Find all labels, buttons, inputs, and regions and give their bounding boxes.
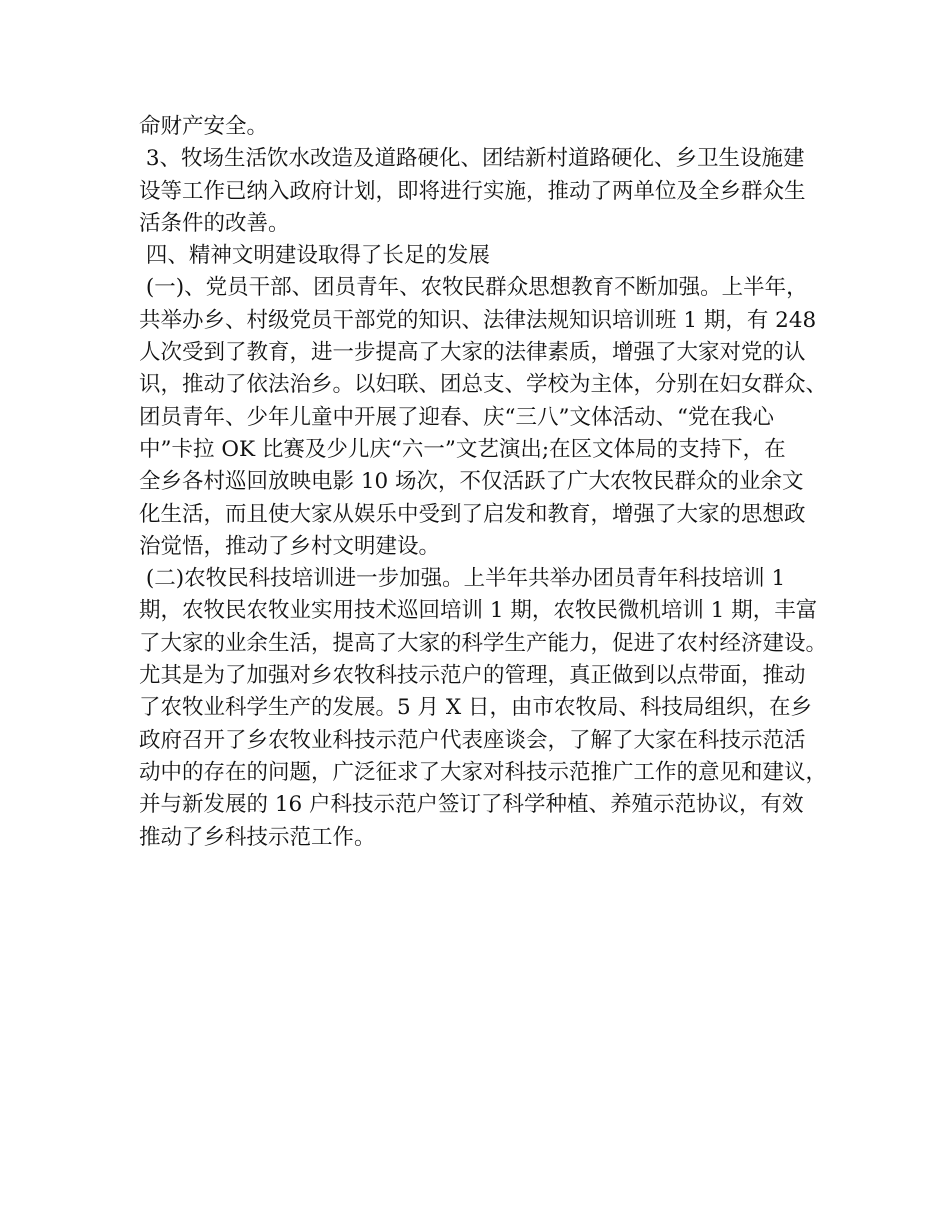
text-line: 推动了乡科技示范工作。 (139, 824, 376, 850)
text-line: 了农牧业科学生产的发展。5 月 X 日，由市农牧局、科技局组织，在乡 (139, 695, 812, 721)
text-line: 尤其是为了加强对乡农牧科技示范户的管理，真正做到以点带面，推动 (139, 663, 806, 689)
text-line: 设等工作已纳入政府计划，即将进行实施，推动了两单位及全乡群众生 (139, 178, 806, 204)
text-line: 团员青年、少年儿童中开展了迎春、庆“三八”文体活动、“党在我心 (139, 404, 774, 430)
body-text (139, 111, 829, 854)
text-line: (二)农牧民科技培训进一步加强。上半年共举办团员青年科技培训 1 (139, 566, 786, 592)
text-line: 治觉悟，推动了乡村文明建设。 (139, 533, 441, 559)
section-heading: 四、精神文明建设取得了长足的发展 (139, 243, 490, 269)
text-line: 了大家的业余生活，提高了大家的科学生产能力，促进了农村经济建设。 (139, 630, 828, 656)
text-line: 化生活，而且使大家从娱乐中受到了启发和教育，增强了大家的思想政 (139, 501, 806, 527)
text-line: 政府召开了乡农牧业科技示范户代表座谈会，了解了大家在科技示范活 (139, 727, 806, 753)
text-line: 人次受到了教育，进一步提高了大家的法律素质，增强了大家对党的认 (139, 340, 806, 366)
text-line: 期，农牧民农牧业实用技术巡回培训 1 期，农牧民微机培训 1 期，丰富 (139, 598, 818, 624)
text-line: 并与新发展的 16 户科技示范户签订了科学种植、养殖示范协议，有效 (139, 792, 804, 818)
text-line: 3、牧场生活饮水改造及道路硬化、团结新村道路硬化、乡卫生设施建 (139, 146, 805, 172)
text-line: 动中的存在的问题，广泛征求了大家对科技示范推广工作的意见和建议， (139, 759, 828, 785)
text-line: 中”卡拉 OK 比赛及少儿庆“六一”文艺演出;在区文体局的支持下，在 (139, 436, 786, 462)
text-line: 共举办乡、村级党员干部党的知识、法律法规知识培训班 1 期，有 248 (139, 307, 817, 333)
text-line: 活条件的改善。 (139, 210, 290, 236)
text-line: 识，推动了依法治乡。以妇联、团总支、学校为主体，分别在妇女群众、 (139, 372, 828, 398)
text-line: 全乡各村巡回放映电影 10 场次，不仅活跃了广大农牧民群众的业余文 (139, 469, 804, 495)
text-line: (一)、党员干部、团员青年、农牧民群众思想教育不断加强。上半年， (139, 275, 808, 301)
text-line: 命财产安全。 (139, 114, 269, 139)
